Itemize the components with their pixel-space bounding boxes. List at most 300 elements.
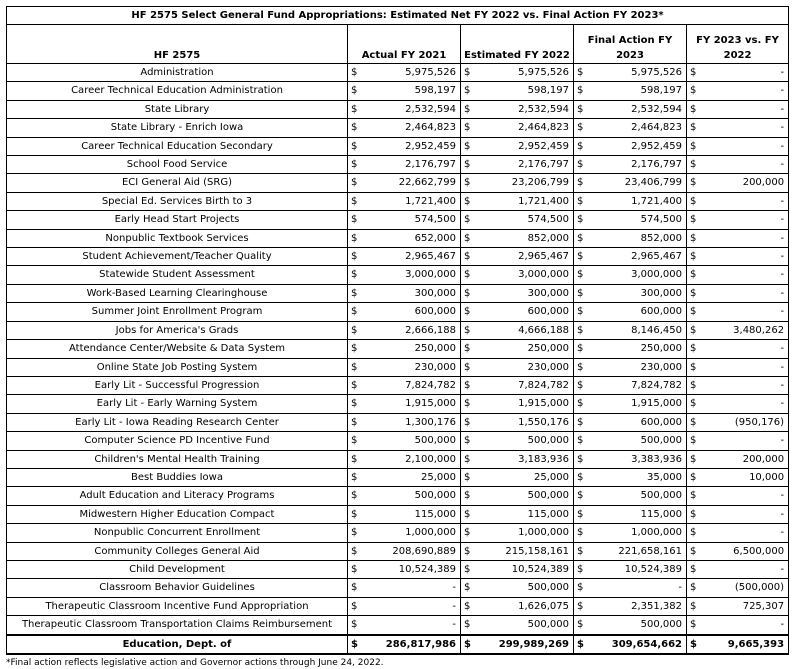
currency-symbol: $ — [687, 211, 701, 229]
amount-v1: 2,532,594 — [362, 100, 461, 118]
amount-v3: 598,197 — [588, 82, 687, 100]
amount-v1: 2,464,823 — [362, 119, 461, 137]
currency-symbol: $ — [574, 64, 588, 82]
row-label: Midwestern Higher Education Compact — [7, 505, 348, 523]
row-label: Community Colleges General Aid — [7, 542, 348, 560]
currency-symbol: $ — [687, 266, 701, 284]
currency-symbol: $ — [574, 505, 588, 523]
currency-symbol: $ — [687, 597, 701, 615]
currency-symbol: $ — [574, 468, 588, 486]
appropriations-table — [6, 6, 789, 655]
row-label: Early Lit - Iowa Reading Research Center — [7, 413, 348, 431]
amount-v2: 500,000 — [475, 579, 574, 597]
amount-v4: (500,000) — [701, 579, 789, 597]
table-row — [7, 340, 789, 358]
row-label: State Library - Enrich Iowa — [7, 119, 348, 137]
currency-symbol: $ — [348, 376, 362, 394]
amount-v3: 115,000 — [588, 505, 687, 523]
currency-symbol: $ — [461, 303, 475, 321]
amount-v2: 115,000 — [475, 505, 574, 523]
amount-v2: 4,666,188 — [475, 321, 574, 339]
amount-v1: - — [362, 616, 461, 635]
currency-symbol: $ — [348, 487, 362, 505]
amount-v3: 300,000 — [588, 284, 687, 302]
currency-symbol: $ — [348, 505, 362, 523]
amount-v1: 115,000 — [362, 505, 461, 523]
amount-v4: - — [701, 64, 789, 82]
currency-symbol: $ — [574, 413, 588, 431]
amount-v3: 1,915,000 — [588, 395, 687, 413]
amount-v1: - — [362, 579, 461, 597]
row-label: State Library — [7, 100, 348, 118]
currency-symbol: $ — [574, 248, 588, 266]
currency-symbol: $ — [461, 560, 475, 578]
amount-v2: 299,989,269 — [475, 635, 574, 654]
amount-v2: 23,206,799 — [475, 174, 574, 192]
currency-symbol: $ — [461, 229, 475, 247]
amount-v3: 1,000,000 — [588, 524, 687, 542]
currency-symbol: $ — [574, 432, 588, 450]
currency-symbol: $ — [348, 560, 362, 578]
currency-symbol: $ — [348, 137, 362, 155]
amount-v3: 2,532,594 — [588, 100, 687, 118]
amount-v3: 221,658,161 — [588, 542, 687, 560]
table-row — [7, 560, 789, 578]
currency-symbol: $ — [461, 266, 475, 284]
table-row — [7, 174, 789, 192]
amount-v1: 1,915,000 — [362, 395, 461, 413]
currency-symbol: $ — [461, 358, 475, 376]
amount-v4: 200,000 — [701, 174, 789, 192]
currency-symbol: $ — [574, 284, 588, 302]
amount-v4: - — [701, 137, 789, 155]
currency-symbol: $ — [348, 284, 362, 302]
amount-v1: 1,721,400 — [362, 192, 461, 210]
header-estimated-fy2022: Estimated FY 2022 — [461, 25, 574, 64]
currency-symbol: $ — [687, 376, 701, 394]
currency-symbol: $ — [461, 413, 475, 431]
currency-symbol: $ — [461, 137, 475, 155]
currency-symbol: $ — [574, 137, 588, 155]
amount-v2: 215,158,161 — [475, 542, 574, 560]
amount-v2: 10,524,389 — [475, 560, 574, 578]
amount-v1: 2,176,797 — [362, 156, 461, 174]
amount-v2: 1,000,000 — [475, 524, 574, 542]
currency-symbol: $ — [687, 119, 701, 137]
currency-symbol: $ — [348, 266, 362, 284]
currency-symbol: $ — [574, 579, 588, 597]
amount-v2: 852,000 — [475, 229, 574, 247]
currency-symbol: $ — [687, 174, 701, 192]
row-label: Early Head Start Projects — [7, 211, 348, 229]
appropriations-report — [6, 6, 788, 669]
amount-v1: 208,690,889 — [362, 542, 461, 560]
amount-v4: - — [701, 119, 789, 137]
amount-v1: 250,000 — [362, 340, 461, 358]
amount-v2: 3,000,000 — [475, 266, 574, 284]
table-row — [7, 266, 789, 284]
currency-symbol: $ — [348, 432, 362, 450]
currency-symbol: $ — [574, 616, 588, 635]
currency-symbol: $ — [687, 358, 701, 376]
currency-symbol: $ — [687, 450, 701, 468]
row-label: Attendance Center/Website & Data System — [7, 340, 348, 358]
currency-symbol: $ — [574, 211, 588, 229]
amount-v2: 600,000 — [475, 303, 574, 321]
currency-symbol: $ — [687, 137, 701, 155]
amount-v1: 230,000 — [362, 358, 461, 376]
currency-symbol: $ — [574, 395, 588, 413]
amount-v3: 5,975,526 — [588, 64, 687, 82]
amount-v3: 3,000,000 — [588, 266, 687, 284]
table-row — [7, 119, 789, 137]
currency-symbol: $ — [348, 635, 362, 654]
amount-v3: 23,406,799 — [588, 174, 687, 192]
amount-v4: - — [701, 487, 789, 505]
currency-symbol: $ — [348, 229, 362, 247]
amount-v2: 500,000 — [475, 432, 574, 450]
currency-symbol: $ — [687, 229, 701, 247]
currency-symbol: $ — [348, 303, 362, 321]
row-label: Statewide Student Assessment — [7, 266, 348, 284]
currency-symbol: $ — [461, 395, 475, 413]
amount-v1: 574,500 — [362, 211, 461, 229]
currency-symbol: $ — [574, 597, 588, 615]
header-fy2023-vs-fy2022: FY 2023 vs. FY 2022 — [687, 25, 789, 64]
amount-v3: 500,000 — [588, 616, 687, 635]
currency-symbol: $ — [461, 192, 475, 210]
table-row — [7, 211, 789, 229]
row-label: Career Technical Education Administration — [7, 82, 348, 100]
currency-symbol: $ — [348, 413, 362, 431]
currency-symbol: $ — [461, 450, 475, 468]
amount-v4: 9,665,393 — [701, 635, 789, 654]
currency-symbol: $ — [348, 395, 362, 413]
amount-v3: 230,000 — [588, 358, 687, 376]
currency-symbol: $ — [461, 468, 475, 486]
currency-symbol: $ — [574, 340, 588, 358]
table-row — [7, 597, 789, 615]
currency-symbol: $ — [461, 284, 475, 302]
currency-symbol: $ — [348, 100, 362, 118]
row-label: Therapeutic Classroom Incentive Fund Appropriation — [7, 597, 348, 615]
currency-symbol: $ — [348, 64, 362, 82]
amount-v1: 1,300,176 — [362, 413, 461, 431]
currency-symbol: $ — [574, 635, 588, 654]
amount-v2: 2,176,797 — [475, 156, 574, 174]
row-label: Classroom Behavior Guidelines — [7, 579, 348, 597]
currency-symbol: $ — [574, 358, 588, 376]
currency-symbol: $ — [461, 321, 475, 339]
currency-symbol: $ — [574, 524, 588, 542]
row-label: Special Ed. Services Birth to 3 — [7, 192, 348, 210]
table-row — [7, 450, 789, 468]
currency-symbol: $ — [687, 248, 701, 266]
table-row — [7, 579, 789, 597]
table-row — [7, 524, 789, 542]
currency-symbol: $ — [687, 303, 701, 321]
amount-v1: 5,975,526 — [362, 64, 461, 82]
table-row — [7, 376, 789, 394]
amount-v3: - — [588, 579, 687, 597]
currency-symbol: $ — [461, 340, 475, 358]
amount-v3: 852,000 — [588, 229, 687, 247]
table-row — [7, 432, 789, 450]
amount-v2: 500,000 — [475, 616, 574, 635]
currency-symbol: $ — [461, 100, 475, 118]
row-label: Summer Joint Enrollment Program — [7, 303, 348, 321]
currency-symbol: $ — [348, 340, 362, 358]
amount-v4: - — [701, 376, 789, 394]
amount-v3: 1,721,400 — [588, 192, 687, 210]
currency-symbol: $ — [348, 156, 362, 174]
currency-symbol: $ — [461, 211, 475, 229]
currency-symbol: $ — [461, 487, 475, 505]
currency-symbol: $ — [348, 119, 362, 137]
row-label: Best Buddies Iowa — [7, 468, 348, 486]
amount-v1: 2,965,467 — [362, 248, 461, 266]
amount-v3: 600,000 — [588, 303, 687, 321]
amount-v3: 574,500 — [588, 211, 687, 229]
amount-v3: 3,383,936 — [588, 450, 687, 468]
currency-symbol: $ — [348, 192, 362, 210]
amount-v2: 1,721,400 — [475, 192, 574, 210]
amount-v2: 1,915,000 — [475, 395, 574, 413]
currency-symbol: $ — [687, 192, 701, 210]
amount-v4: - — [701, 560, 789, 578]
amount-v4: - — [701, 358, 789, 376]
amount-v2: 598,197 — [475, 82, 574, 100]
amount-v1: 1,000,000 — [362, 524, 461, 542]
table-row — [7, 284, 789, 302]
currency-symbol: $ — [687, 505, 701, 523]
amount-v4: - — [701, 248, 789, 266]
currency-symbol: $ — [461, 248, 475, 266]
currency-symbol: $ — [574, 229, 588, 247]
amount-v3: 2,351,382 — [588, 597, 687, 615]
amount-v3: 2,464,823 — [588, 119, 687, 137]
amount-v1: 652,000 — [362, 229, 461, 247]
amount-v2: 3,183,936 — [475, 450, 574, 468]
currency-symbol: $ — [574, 321, 588, 339]
amount-v2: 2,532,594 — [475, 100, 574, 118]
amount-v1: - — [362, 597, 461, 615]
currency-symbol: $ — [348, 524, 362, 542]
amount-v3: 2,965,467 — [588, 248, 687, 266]
currency-symbol: $ — [574, 487, 588, 505]
amount-v2: 1,626,075 — [475, 597, 574, 615]
row-label: Therapeutic Classroom Transportation Claims Reimbursement — [7, 616, 348, 635]
amount-v2: 250,000 — [475, 340, 574, 358]
currency-symbol: $ — [574, 560, 588, 578]
row-label: Nonpublic Textbook Services — [7, 229, 348, 247]
table-row — [7, 505, 789, 523]
amount-v1: 2,666,188 — [362, 321, 461, 339]
header-final-action-fy2023: Final Action FY 2023 — [574, 25, 687, 64]
table-row — [7, 100, 789, 118]
amount-v3: 309,654,662 — [588, 635, 687, 654]
currency-symbol: $ — [574, 174, 588, 192]
amount-v4: - — [701, 432, 789, 450]
currency-symbol: $ — [574, 303, 588, 321]
currency-symbol: $ — [574, 376, 588, 394]
amount-v3: 250,000 — [588, 340, 687, 358]
currency-symbol: $ — [461, 505, 475, 523]
header-hf2575: HF 2575 — [7, 25, 348, 64]
amount-v4: - — [701, 100, 789, 118]
currency-symbol: $ — [461, 432, 475, 450]
row-label: Children's Mental Health Training — [7, 450, 348, 468]
amount-v1: 598,197 — [362, 82, 461, 100]
table-row — [7, 358, 789, 376]
table-row — [7, 303, 789, 321]
amount-v2: 230,000 — [475, 358, 574, 376]
currency-symbol: $ — [348, 82, 362, 100]
amount-v4: - — [701, 395, 789, 413]
row-label: Early Lit - Successful Progression — [7, 376, 348, 394]
row-label: Adult Education and Literacy Programs — [7, 487, 348, 505]
table-row — [7, 487, 789, 505]
currency-symbol: $ — [574, 542, 588, 560]
table-title: HF 2575 Select General Fund Appropriations: Estimated Net FY 2022 vs. Final Action FY 2023* — [7, 7, 789, 25]
amount-v4: 200,000 — [701, 450, 789, 468]
amount-v4: - — [701, 156, 789, 174]
amount-v2: 500,000 — [475, 487, 574, 505]
currency-symbol: $ — [348, 542, 362, 560]
currency-symbol: $ — [574, 192, 588, 210]
amount-v1: 7,824,782 — [362, 376, 461, 394]
currency-symbol: $ — [574, 450, 588, 468]
currency-symbol: $ — [348, 211, 362, 229]
currency-symbol: $ — [687, 635, 701, 654]
amount-v4: - — [701, 616, 789, 635]
amount-v2: 25,000 — [475, 468, 574, 486]
table-row — [7, 82, 789, 100]
currency-symbol: $ — [348, 321, 362, 339]
table-row — [7, 229, 789, 247]
currency-symbol: $ — [348, 450, 362, 468]
currency-symbol: $ — [461, 597, 475, 615]
amount-v1: 300,000 — [362, 284, 461, 302]
table-row — [7, 616, 789, 635]
amount-v3: 2,952,459 — [588, 137, 687, 155]
currency-symbol: $ — [348, 616, 362, 635]
amount-v4: - — [701, 229, 789, 247]
currency-symbol: $ — [574, 100, 588, 118]
amount-v3: 10,524,389 — [588, 560, 687, 578]
currency-symbol: $ — [461, 616, 475, 635]
currency-symbol: $ — [687, 100, 701, 118]
amount-v2: 7,824,782 — [475, 376, 574, 394]
row-label: Online State Job Posting System — [7, 358, 348, 376]
footnote: *Final action reflects legislative action and Governor actions through June 24, 2022. — [6, 658, 384, 668]
currency-symbol: $ — [687, 284, 701, 302]
row-label: Education, Dept. of — [7, 635, 348, 654]
amount-v1: 10,524,389 — [362, 560, 461, 578]
amount-v1: 600,000 — [362, 303, 461, 321]
currency-symbol: $ — [461, 82, 475, 100]
currency-symbol: $ — [687, 579, 701, 597]
row-label: Administration — [7, 64, 348, 82]
amount-v2: 2,965,467 — [475, 248, 574, 266]
currency-symbol: $ — [348, 358, 362, 376]
table-row — [7, 542, 789, 560]
table-row — [7, 192, 789, 210]
row-label: Jobs for America's Grads — [7, 321, 348, 339]
amount-v2: 5,975,526 — [475, 64, 574, 82]
currency-symbol: $ — [461, 156, 475, 174]
amount-v4: - — [701, 192, 789, 210]
currency-symbol: $ — [461, 64, 475, 82]
currency-symbol: $ — [574, 119, 588, 137]
currency-symbol: $ — [687, 616, 701, 635]
currency-symbol: $ — [687, 432, 701, 450]
amount-v1: 286,817,986 — [362, 635, 461, 654]
currency-symbol: $ — [574, 82, 588, 100]
currency-symbol: $ — [461, 579, 475, 597]
amount-v4: - — [701, 284, 789, 302]
currency-symbol: $ — [687, 413, 701, 431]
currency-symbol: $ — [461, 119, 475, 137]
table-row — [7, 248, 789, 266]
amount-v4: 725,307 — [701, 597, 789, 615]
currency-symbol: $ — [348, 597, 362, 615]
amount-v4: - — [701, 505, 789, 523]
currency-symbol: $ — [687, 524, 701, 542]
table-row — [7, 468, 789, 486]
amount-v4: 6,500,000 — [701, 542, 789, 560]
currency-symbol: $ — [687, 468, 701, 486]
amount-v4: - — [701, 340, 789, 358]
amount-v1: 2,100,000 — [362, 450, 461, 468]
amount-v1: 500,000 — [362, 487, 461, 505]
currency-symbol: $ — [574, 156, 588, 174]
amount-v1: 500,000 — [362, 432, 461, 450]
currency-symbol: $ — [348, 248, 362, 266]
amount-v3: 500,000 — [588, 432, 687, 450]
row-label: Child Development — [7, 560, 348, 578]
amount-v2: 2,952,459 — [475, 137, 574, 155]
currency-symbol: $ — [687, 542, 701, 560]
amount-v2: 574,500 — [475, 211, 574, 229]
row-label: Career Technical Education Secondary — [7, 137, 348, 155]
currency-symbol: $ — [687, 321, 701, 339]
amount-v4: - — [701, 211, 789, 229]
table-body — [7, 64, 789, 655]
table-row — [7, 156, 789, 174]
table-row — [7, 413, 789, 431]
table-row — [7, 321, 789, 339]
amount-v4: - — [701, 524, 789, 542]
amount-v1: 3,000,000 — [362, 266, 461, 284]
amount-v3: 2,176,797 — [588, 156, 687, 174]
currency-symbol: $ — [687, 156, 701, 174]
currency-symbol: $ — [687, 64, 701, 82]
amount-v1: 25,000 — [362, 468, 461, 486]
row-label: Work-Based Learning Clearinghouse — [7, 284, 348, 302]
amount-v4: - — [701, 82, 789, 100]
currency-symbol: $ — [687, 395, 701, 413]
table-row — [7, 395, 789, 413]
amount-v1: 2,952,459 — [362, 137, 461, 155]
header-actual-fy2021: Actual FY 2021 — [348, 25, 461, 64]
currency-symbol: $ — [461, 524, 475, 542]
amount-v4: 3,480,262 — [701, 321, 789, 339]
amount-v4: - — [701, 303, 789, 321]
amount-v3: 8,146,450 — [588, 321, 687, 339]
row-label: Nonpublic Concurrent Enrollment — [7, 524, 348, 542]
currency-symbol: $ — [348, 174, 362, 192]
